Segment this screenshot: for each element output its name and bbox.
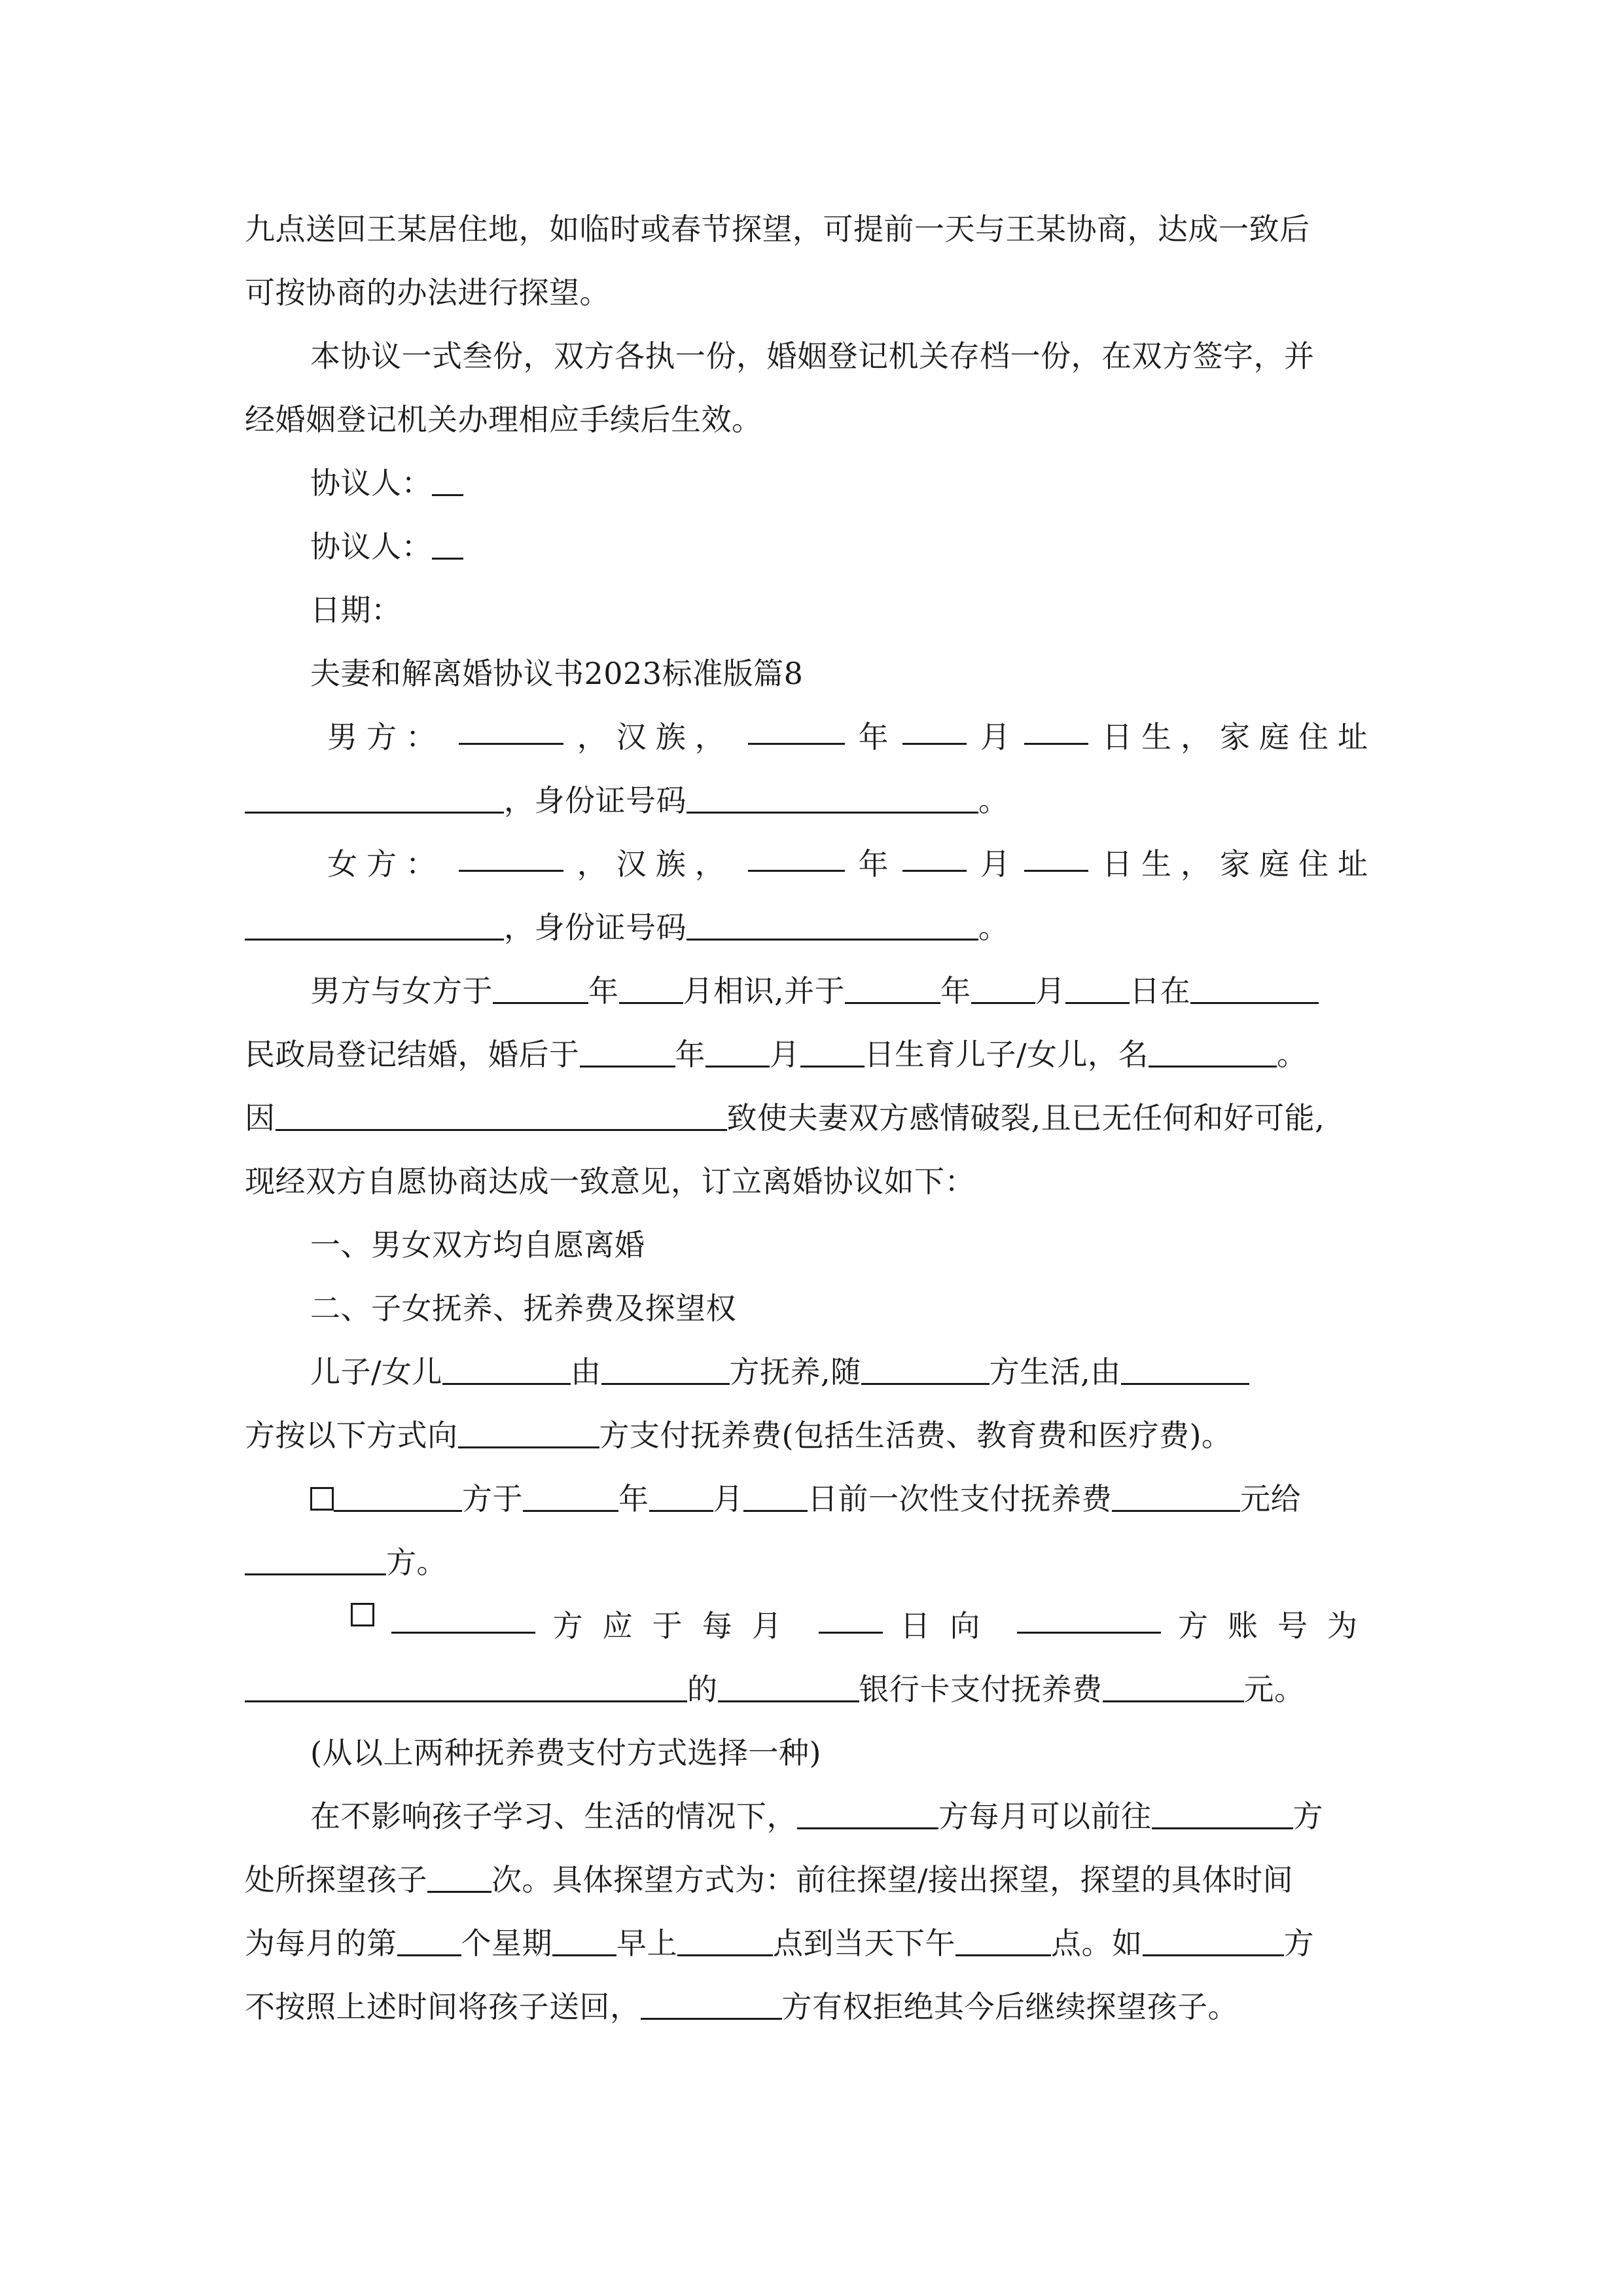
text: 日生，家庭住址 <box>1102 719 1377 755</box>
article-2 <box>310 1285 1377 1331</box>
text: 年 <box>675 1037 705 1072</box>
blank-field <box>601 1354 730 1385</box>
text: 月 <box>980 846 1011 882</box>
text: 方。 <box>386 1545 447 1580</box>
paragraph-line <box>310 333 1377 379</box>
intro-line-2 <box>245 1031 1377 1077</box>
blank-field <box>845 973 940 1004</box>
intro-line-4 <box>245 1158 1377 1204</box>
blank-field <box>748 841 845 872</box>
paragraph-line <box>245 397 1377 442</box>
male-id-line <box>245 778 1377 823</box>
blank-field <box>902 714 967 745</box>
label: 日期： <box>310 592 402 628</box>
text: 次。具体探望方式为：前往探望/接出探望，探望的具体时间 <box>491 1862 1293 1897</box>
label: 协议人： <box>310 529 432 564</box>
visit-line-2 <box>245 1857 1377 1903</box>
text: 日生，家庭住址 <box>1102 846 1377 882</box>
blank-field <box>971 973 1035 1004</box>
blank-field <box>687 910 978 941</box>
blank-field <box>459 714 563 745</box>
intro-line-1 <box>310 968 1377 1014</box>
text: 方 <box>1283 1926 1314 1961</box>
text: 日在 <box>1130 973 1191 1009</box>
blank-field <box>459 841 563 872</box>
text: 方账号为 <box>1177 1608 1377 1643</box>
paragraph-line <box>245 206 1377 252</box>
female-info-line <box>327 841 1377 887</box>
text: 的 <box>687 1672 718 1707</box>
text: ，汉族， <box>577 846 734 882</box>
text: 女方： <box>327 846 445 882</box>
blank-field <box>1024 714 1088 745</box>
signature-date <box>310 587 1377 633</box>
text: 日向 <box>900 1608 1000 1643</box>
visit-line-1 <box>310 1793 1377 1839</box>
text: 方生活,由 <box>989 1354 1121 1390</box>
payment-option-2 <box>351 1603 1377 1649</box>
blank-field <box>245 1545 386 1575</box>
text: 方抚养,随 <box>729 1354 861 1390</box>
text: 年 <box>618 1481 649 1516</box>
text: 方每月可以前往 <box>938 1799 1152 1834</box>
text: 男方与女方于 <box>310 973 493 1009</box>
text: 方于 <box>462 1481 523 1516</box>
visit-line-4 <box>245 1984 1377 2030</box>
text: 方按以下方式向 <box>245 1418 458 1453</box>
text: 元给 <box>1240 1481 1301 1516</box>
blank-field <box>1143 1926 1284 1956</box>
intro-line-3 <box>245 1095 1377 1141</box>
text: 年 <box>588 973 619 1009</box>
text: 月 <box>713 1481 743 1516</box>
blank-field <box>397 1926 461 1956</box>
text: 男方： <box>327 719 445 755</box>
blank-field <box>748 714 845 745</box>
blank-field <box>432 529 463 560</box>
blank-field <box>1149 1037 1277 1067</box>
paragraph-line <box>245 270 1377 315</box>
blank-field <box>1024 841 1088 872</box>
heading: 夫妻和解离婚协议书2023标准版篇8 <box>310 656 804 691</box>
blank-field <box>245 783 504 814</box>
custody-line-2 <box>245 1412 1377 1458</box>
visit-line-3 <box>245 1920 1377 1966</box>
payment-option-2-cont <box>245 1666 1377 1712</box>
text: 现经双方自愿协商达成一致意见，订立离婚协议如下： <box>245 1164 975 1199</box>
text: 经婚姻登记机关办理相应手续后生效。 <box>245 402 762 437</box>
checkbox-option-1[interactable] <box>310 1487 334 1511</box>
text: 日生育儿子/女儿，名 <box>864 1037 1149 1072</box>
text: 一、男女双方均自愿离婚 <box>310 1227 645 1263</box>
blank-field <box>1121 1354 1249 1385</box>
blank-field <box>797 1799 938 1829</box>
text: 可按协商的办法进行探望。 <box>245 275 610 310</box>
blank-field <box>1103 1672 1244 1702</box>
blank-field <box>442 1354 571 1385</box>
text: 方有权拒绝其今后继续探望孩子。 <box>781 1989 1238 2024</box>
blank-field <box>1190 973 1319 1004</box>
blank-field <box>619 973 683 1004</box>
text: 元。 <box>1243 1672 1305 1707</box>
blank-field <box>523 1481 618 1512</box>
text: 在不影响孩子学习、生活的情况下， <box>310 1799 797 1834</box>
blank-field <box>677 1926 773 1956</box>
blank-field <box>427 1862 491 1893</box>
male-info-line <box>327 714 1377 760</box>
blank-field <box>432 465 463 496</box>
blank-field <box>718 1672 859 1702</box>
text: 日前一次性支付抚养费 <box>808 1481 1112 1516</box>
blank-field <box>861 1354 990 1385</box>
female-id-line <box>245 905 1377 950</box>
text: 银行卡支付抚养费 <box>859 1672 1103 1707</box>
text: 月 <box>1035 973 1066 1009</box>
text: 年 <box>858 846 889 882</box>
checkbox-option-2[interactable] <box>351 1603 374 1626</box>
blank-field <box>955 1926 1051 1956</box>
text: 方 <box>1293 1799 1323 1834</box>
blank-field <box>391 1603 535 1634</box>
blank-field <box>1017 1603 1161 1634</box>
label: 协议人： <box>310 465 432 501</box>
blank-field <box>493 973 588 1004</box>
text: 。 <box>978 783 1009 818</box>
text: 年 <box>858 719 889 755</box>
blank-field <box>245 1672 687 1702</box>
text: 儿子/女儿 <box>310 1354 442 1390</box>
text: (从以上两种抚养费支付方式选择一种) <box>310 1735 821 1770</box>
blank-field <box>705 1037 770 1067</box>
text: 方应于每月 <box>552 1608 802 1643</box>
blank-field <box>649 1481 713 1512</box>
blank-field <box>800 1037 865 1067</box>
text: ，身份证号码 <box>504 783 687 818</box>
text: 二、子女抚养、抚养费及探望权 <box>310 1291 736 1326</box>
text: 处所探望孩子 <box>245 1862 427 1897</box>
blank-field <box>552 1926 616 1956</box>
blank-field <box>245 910 504 941</box>
text: 月相识,并于 <box>683 973 846 1009</box>
blank-field <box>334 1481 462 1512</box>
text: 由 <box>571 1354 601 1390</box>
text: 。 <box>978 910 1009 945</box>
blank-field <box>276 1100 727 1131</box>
blank-field <box>1112 1481 1240 1512</box>
blank-field <box>458 1418 599 1448</box>
text: 民政局登记结婚，婚后于 <box>245 1037 580 1072</box>
section-title <box>310 651 1377 696</box>
choose-note <box>310 1730 1377 1776</box>
text: 不按照上述时间将孩子送回， <box>245 1989 641 2024</box>
text: 点到当天下午 <box>773 1926 955 1961</box>
text: 因 <box>245 1100 276 1136</box>
payment-option-1 <box>310 1476 1377 1522</box>
payment-option-1-cont <box>245 1539 1377 1585</box>
text: ，身份证号码 <box>504 910 687 945</box>
article-1 <box>310 1222 1377 1268</box>
blank-field <box>580 1037 675 1067</box>
text: 月 <box>980 719 1011 755</box>
signature-party-2 <box>310 524 1377 569</box>
text: 点。如 <box>1051 1926 1143 1961</box>
text: ，汉族， <box>577 719 734 755</box>
custody-line-1 <box>310 1349 1377 1395</box>
text: 年 <box>940 973 971 1009</box>
blank-field <box>819 1603 883 1634</box>
text: 个星期 <box>461 1926 552 1961</box>
text: 方支付抚养费(包括生活费、教育费和医疗费)。 <box>599 1418 1232 1453</box>
blank-field <box>902 841 967 872</box>
text: 月 <box>770 1037 800 1072</box>
text: 为每月的第 <box>245 1926 397 1961</box>
text: 致使夫妻双方感情破裂,且已无任何和好可能, <box>726 1100 1325 1136</box>
text: 早上 <box>616 1926 677 1961</box>
blank-field <box>641 1989 782 2020</box>
blank-field <box>687 783 978 814</box>
signature-party-1 <box>310 460 1377 506</box>
blank-field <box>1065 973 1130 1004</box>
text: 本协议一式叁份，双方各执一份，婚姻登记机关存档一份，在双方签字，并 <box>310 338 1315 374</box>
blank-field <box>1152 1799 1293 1829</box>
blank-field <box>743 1481 808 1512</box>
text: 九点送回王某居住地，如临时或春节探望，可提前一天与王某协商，达成一致后 <box>245 211 1310 247</box>
text: 。 <box>1277 1037 1308 1072</box>
